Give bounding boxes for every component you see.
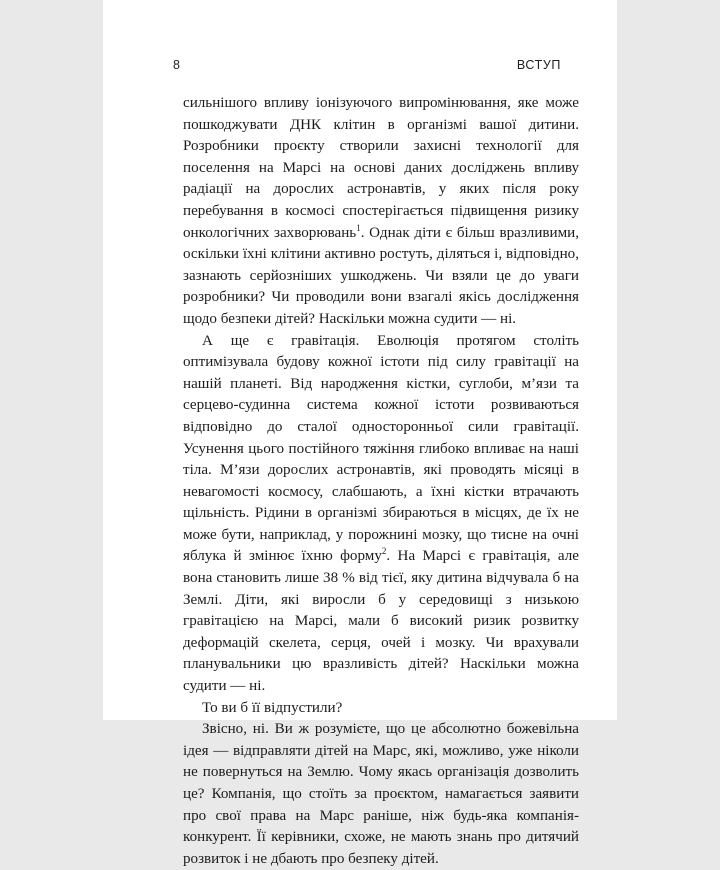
paragraph-2-text-a: А ще є гравітація. Еволюція протягом століть оптимізувала будову кожної істоти під силу гравітації на нашій планеті. Від народження кістки, суглоби, м’язи та серцево-судинна система кожної істоти розвиваються відповідно до сталої односторонньої сили гравітації. Усунення цього постійного тяжіння глибоко впливає на наші тіла. М’язи дорослих астронавтів, які проводять місяці в невагомості космосу, слабшають, а їхні кістки втрачають щільність. Рідини в організмі збираються в місцях, де їх не може бути, наприклад, у порожнині мозку, що тисне на очні яблука й змінює їхню форму <box>183 332 579 565</box>
paragraph-2 <box>183 331 579 698</box>
body-text <box>183 93 579 870</box>
paragraph-3: То ви б її відпустили? <box>202 699 343 716</box>
book-page <box>103 0 617 867</box>
page-number: 8 <box>173 58 180 72</box>
section-title: ВСТУП <box>516 58 561 72</box>
footnote-ref-1[interactable]: 1 <box>356 222 361 233</box>
paragraph-1-text-a: сильнішого впливу іонізуючого випромінювання, яке може пошкоджувати ДНК клітин в організмі вашої дитини. Розробники проєкту створили захисні технології для поселення на Марсі на основі даних досліджень впливу радіації на дорослих астронавтів, у яких після року перебування в космосі спостерігається підвищення ризику онкологічних захворювань <box>183 95 579 241</box>
paragraph-1-text-b: . Однак діти є більш вразливими, оскільки їхні клітини активно ростуть, діляться і, відповідно, зазнають серйозніших ушкоджень. Чи взяли це до уваги розробники? Чи проводили вони взагалі якісь дослідження щодо безпеки дітей? Наскільки можна судити — ні. <box>183 224 579 327</box>
paragraph-2-text-b: . На Марсі є гравітація, але вона становить лише 38 % від тієї, яку дитина відчувала б на Землі. Діти, які виросли б у середовищі з низькою гравітацією на Марсі, мали б високий ризик розвитку деформацій скелета, серця, очей і мозку. Чи врахували планувальники цю вразливість дітей? Наскільки можна судити — ні. <box>183 548 579 695</box>
footnote-ref-2[interactable]: 2 <box>381 546 387 557</box>
paragraph-4: Звісно, ні. Ви ж розумієте, що це абсолютно божевільна ідея — відправляти дітей на Марс, які, можливо, уже ніколи не повернуться на Землю. Чому якась організація дозволить це? Компанія, що стоїть за проєктом, намагається заявити про свої права на Марс раніше, ніж будь-яка компанія-конкурент. Її керівники, схоже, не мають знань про дитячий розвиток і не дбають про безпеку дітей. <box>183 721 579 867</box>
paragraph-1 <box>183 93 579 331</box>
running-head <box>173 58 561 78</box>
